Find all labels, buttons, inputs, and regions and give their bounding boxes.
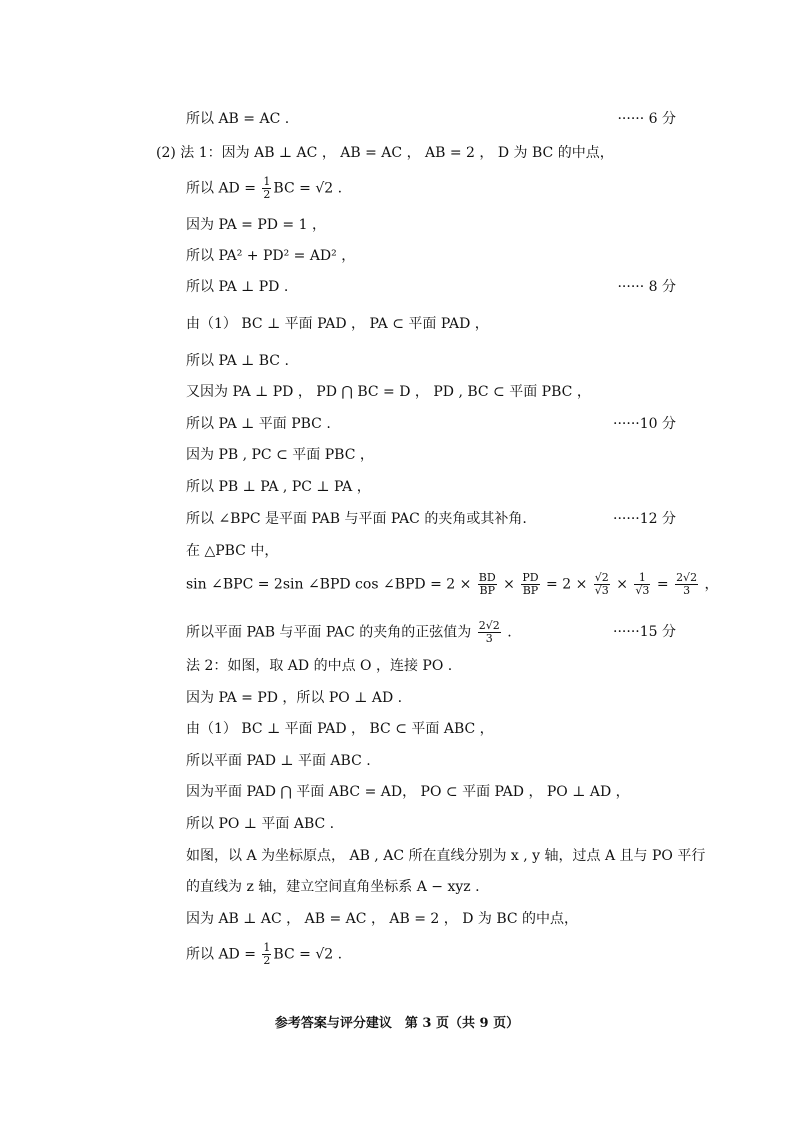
fraction-answer: [478, 620, 501, 645]
sine-part-5: =: [652, 576, 674, 593]
fraction-num: 1: [263, 175, 271, 188]
line-pb-pc-in-plane: 因为 PB , PC ⊂ 平面 PBC ，: [186, 447, 374, 463]
sine-part-4: ×: [611, 576, 633, 593]
line-po-perp-abc: 所以 PO ⊥ 平面 ABC .: [186, 816, 335, 832]
fraction-num: BD: [478, 571, 496, 584]
fraction-num: √2: [594, 571, 609, 584]
fraction-den: BP: [479, 584, 495, 597]
sine-part-6: ，: [700, 576, 719, 593]
score-10: ······10 分: [613, 416, 676, 432]
answer-prefix: 所以平面 PAB 与平面 PAC 的夹角的正弦值为: [186, 624, 476, 641]
line-triangle-pbc: 在 △PBC 中，: [186, 543, 279, 559]
fraction-num: 1: [634, 572, 650, 585]
score-15: ······15 分: [613, 624, 676, 640]
fraction-den: √3: [594, 584, 609, 597]
sine-part-2: ×: [498, 576, 520, 593]
fraction-den: 3: [485, 632, 493, 645]
fraction-num: 1: [263, 941, 271, 954]
score-6: ······ 6 分: [617, 111, 676, 127]
fraction-half: [262, 176, 271, 201]
line-coordinate-setup: 如图，以 A 为坐标原点， AB , AC 所在直线分别为 x , y 轴，过点 A 且与 PO 平行: [186, 848, 706, 864]
line-method1-intro: (2) 法 1：因为 AB ⊥ AC ， AB = AC ， AB = 2 ， D 为 BC 的中点，: [156, 145, 614, 161]
line-pa-perp-pd: 所以 PA ⊥ PD .: [186, 279, 289, 295]
fraction-den: 2: [263, 954, 271, 967]
line-ad-prefix: 所以 AD =: [186, 180, 261, 197]
fraction-num: 2√2: [676, 571, 698, 584]
line-pad-perp-abc: 所以平面 PAD ⊥ 平面 ABC .: [186, 753, 371, 769]
page-footer: 参考答案与评分建议 第 3 页（共 9 页）: [274, 1016, 520, 1031]
fraction-half: [262, 942, 271, 967]
line-ad-value-2: [186, 942, 342, 967]
line-ad-suffix: BC = √2 .: [273, 946, 343, 963]
line-planes-intersect: 因为平面 PAD ⋂ 平面 ABC = AD， PO ⊂ 平面 PAD ， PO ⊥ AD ，: [186, 784, 630, 800]
line-pb-pc-perp-pa: 所以 PB ⊥ PA , PC ⊥ PA ，: [186, 479, 371, 495]
line-sine-computation: [186, 572, 719, 597]
line-bc-in-abc: 由（1） BC ⊥ 平面 PAD ， BC ⊂ 平面 ABC ，: [186, 721, 494, 737]
fraction-result: [675, 572, 698, 597]
fraction-den: √3: [635, 584, 650, 597]
sine-part-3: = 2 ×: [541, 576, 592, 593]
fraction-num: 2√2: [478, 619, 500, 632]
score-12: ······12 分: [613, 511, 676, 527]
answer-suffix: .: [502, 624, 512, 641]
line-pa-perp-pd-again: 又因为 PA ⊥ PD ， PD ⋂ BC = D ， PD , BC ⊂ 平面 PBC ，: [186, 384, 591, 400]
line-pa-perp-pbc: 所以 PA ⊥ 平面 PBC .: [186, 416, 331, 432]
line-method2-intro: 法 2：如图，取 AD 的中点 O ，连接 PO .: [186, 658, 453, 674]
fraction-root2-root3: [594, 572, 610, 597]
fraction-one-root3: [634, 572, 650, 597]
line-pythagoras: 所以 PA² + PD² = AD² ，: [186, 248, 356, 264]
line-pa-perp-bc: 所以 PA ⊥ BC .: [186, 353, 289, 369]
line-coordinate-system: 的直线为 z 轴，建立空间直角坐标系 A − xyz .: [186, 879, 480, 895]
line-pa-pd: 因为 PA = PD = 1 ，: [186, 217, 326, 233]
line-given-again: 因为 AB ⊥ AC ， AB = AC ， AB = 2 ， D 为 BC 的中点，: [186, 911, 579, 927]
line-ad-suffix: BC = √2 .: [273, 180, 343, 197]
sine-part-1: sin ∠BPC = 2sin ∠BPD cos ∠BPD = 2 ×: [186, 576, 476, 593]
fraction-den: BP: [522, 584, 539, 597]
fraction-pd-bp: [521, 572, 539, 597]
line-sine-answer: [186, 620, 512, 645]
line-ab-equals-ac: 所以 AB = AC .: [186, 111, 290, 127]
line-po-perp-ad: 因为 PA = PD ，所以 PO ⊥ AD .: [186, 690, 403, 706]
score-8: ······ 8 分: [617, 279, 676, 295]
line-angle-bpc: 所以 ∠BPC 是平面 PAB 与平面 PAC 的夹角或其补角.: [186, 511, 527, 527]
fraction-bd-bp: [478, 572, 497, 597]
line-ad-prefix: 所以 AD =: [186, 946, 261, 963]
fraction-den: 2: [263, 188, 271, 201]
line-bc-perp-plane: 由（1） BC ⊥ 平面 PAD ， PA ⊂ 平面 PAD ，: [186, 316, 489, 332]
fraction-num: PD: [522, 571, 539, 584]
line-ad-value: [186, 176, 342, 201]
fraction-den: 3: [683, 584, 691, 597]
